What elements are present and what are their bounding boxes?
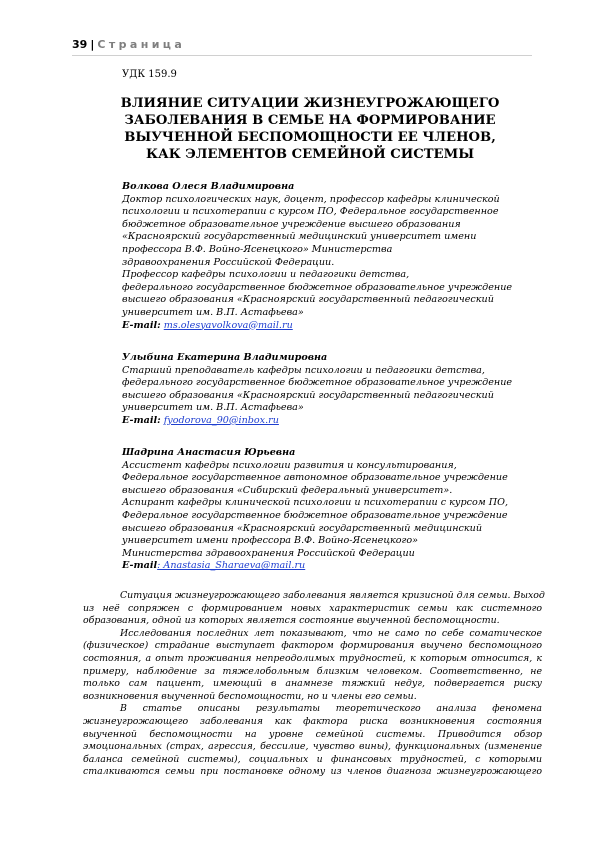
email-link[interactable]: ms.olesyavolkova@mail.ru: [163, 319, 293, 331]
abstract-line: из неё сопряжен с формированием новых характеристик семьи как системного: [83, 602, 542, 614]
affiliation-line: высшего образования «Красноярский государственный педагогический: [122, 389, 494, 401]
affiliation-line: профессора В.Ф. Войно-Ясенецкого» Министерства: [122, 243, 393, 255]
affiliation-line: федерального государственное бюджетное образовательное учреждение: [122, 281, 513, 293]
affiliation-line: здравоохранения Российской Федерации.: [122, 256, 335, 268]
page-number: 39: [72, 38, 88, 51]
email-label: E-mail:: [122, 414, 161, 426]
affiliation-line: «Красноярский государственный медицинский университет имени: [122, 231, 477, 243]
affiliation-line: университет им. В.П. Астафьева»: [122, 402, 304, 414]
abstract-line: В статье описаны результаты теоретического анализа феномена: [120, 703, 542, 715]
udk-code: УДК 159.9: [122, 69, 177, 80]
abstract-line: баланса семейной системы), социальных и финансовых трудностей, с которыми: [83, 753, 542, 765]
article-title: [112, 95, 508, 163]
email-line: [122, 415, 542, 428]
abstract-line: сталкиваются семьи при постановке одному из членов диагноза жизнеугрожающего: [83, 766, 542, 778]
author-name: Волкова Олеся Владимировна: [122, 181, 295, 192]
affiliation-line: университет им. В.П. Астафьева»: [122, 306, 304, 318]
title-line: ЗАБОЛЕВАНИЯ В СЕМЬЕ НА ФОРМИРОВАНИЕ: [124, 113, 496, 128]
author-name: Шадрина Анастасия Юрьевна: [122, 447, 296, 458]
page-header: [72, 38, 185, 51]
abstract-line: только сам пациент, имеющий в анамнезе тяжкий недуг, подвергается риску: [83, 678, 542, 690]
abstract-line: Ситуация жизнеугрожающего заболевания является кризисной для семьи. Выход: [120, 590, 545, 601]
email-line: [122, 320, 542, 333]
affiliation-line: Старший преподаватель кафедры психологии и педагогики детства,: [122, 364, 485, 376]
affiliation-line: Ассистент кафедры психологии развития и консультирования,: [122, 459, 457, 471]
email-line: [122, 560, 542, 573]
affiliation-line: Аспирант кафедры клинической психологии и психотерапии с курсом ПО,: [122, 497, 509, 509]
abstract-line: (физическое) страдание выступает фактором формирования выучено беспомощного: [83, 640, 542, 652]
author-block: [122, 352, 542, 428]
author-name: Улыбина Екатерина Владимировна: [122, 352, 328, 363]
affiliation-line: психологии и психотерапии с курсом ПО, Федеральное государственное: [122, 206, 499, 218]
affiliation-line: Министерства здравоохранения Российской Федерации: [122, 547, 415, 559]
email-link[interactable]: fyodorova_90@inbox.ru: [163, 414, 279, 426]
title-line: ВЫУЧЕННОЙ БЕСПОМОЩНОСТИ ЕЕ ЧЛЕНОВ,: [124, 130, 496, 145]
affiliation-line: высшего образования «Красноярский государственный педагогический: [122, 294, 494, 306]
author-block: [122, 181, 542, 332]
abstract-text: [83, 590, 545, 779]
title-line: КАК ЭЛЕМЕНТОВ СЕМЕЙНОЙ СИСТЕМЫ: [145, 147, 475, 162]
abstract-line: образования, одной из которых является состояние выученной беспомощности.: [83, 615, 500, 627]
affiliation-line: бюджетное образовательное учреждение высшего образования: [122, 218, 461, 230]
affiliation-line: Федеральное государственное автономное образовательное учреждение: [122, 472, 508, 484]
header-separator: |: [90, 38, 95, 51]
affiliation-line: федерального государственное бюджетное образовательное учреждение: [122, 377, 513, 389]
header-page-word: Страница: [97, 38, 186, 51]
affiliation-line: Федеральное государственное бюджетное образовательное учреждение: [122, 509, 508, 521]
email-link[interactable]: : Anastasia_Sharaeva@mail.ru: [157, 560, 306, 572]
header-divider: [72, 55, 532, 56]
abstract-line: выученной беспомощности на уровне семейной системы. Приводится обзор: [83, 728, 542, 740]
author-block: [122, 447, 542, 573]
abstract-line: Исследования последних лет показывают, что не само по себе соматическое: [120, 627, 542, 639]
abstract-line: возникновения выученной беспомощности, но и члены его семьи.: [83, 690, 417, 702]
affiliation-line: высшего образования «Сибирский федеральный университет».: [122, 484, 453, 496]
affiliation-line: Профессор кафедры психологии и педагогики детства,: [122, 269, 410, 281]
affiliation-line: высшего образования «Красноярский государственный медицинский: [122, 522, 482, 534]
email-label: E-mail:: [122, 319, 161, 331]
title-line: ВЛИЯНИЕ СИТУАЦИИ ЖИЗНЕУГРОЖАЮЩЕГО: [120, 96, 500, 111]
abstract-line: примеру, наблюдение за тяжелобольным близким человеком. Соответственно, не: [83, 665, 542, 677]
abstract-line: жизнеугрожающего заболевания как фактора риска возникновения состояния: [83, 715, 542, 727]
abstract-line: эмоциональных (страх, агрессия, бессилие, чувство вины), функциональных (изменение: [83, 741, 542, 753]
affiliation-line: университет имени профессора В.Ф. Войно-Ясенецкого»: [122, 535, 419, 547]
affiliation-line: Доктор психологических наук, доцент, профессор кафедры клинической: [122, 193, 500, 205]
email-label: E-mail: [122, 560, 158, 572]
abstract-line: состояния, а опыт проживания непреодолимых трудностей, к которым относится, к: [83, 652, 542, 664]
